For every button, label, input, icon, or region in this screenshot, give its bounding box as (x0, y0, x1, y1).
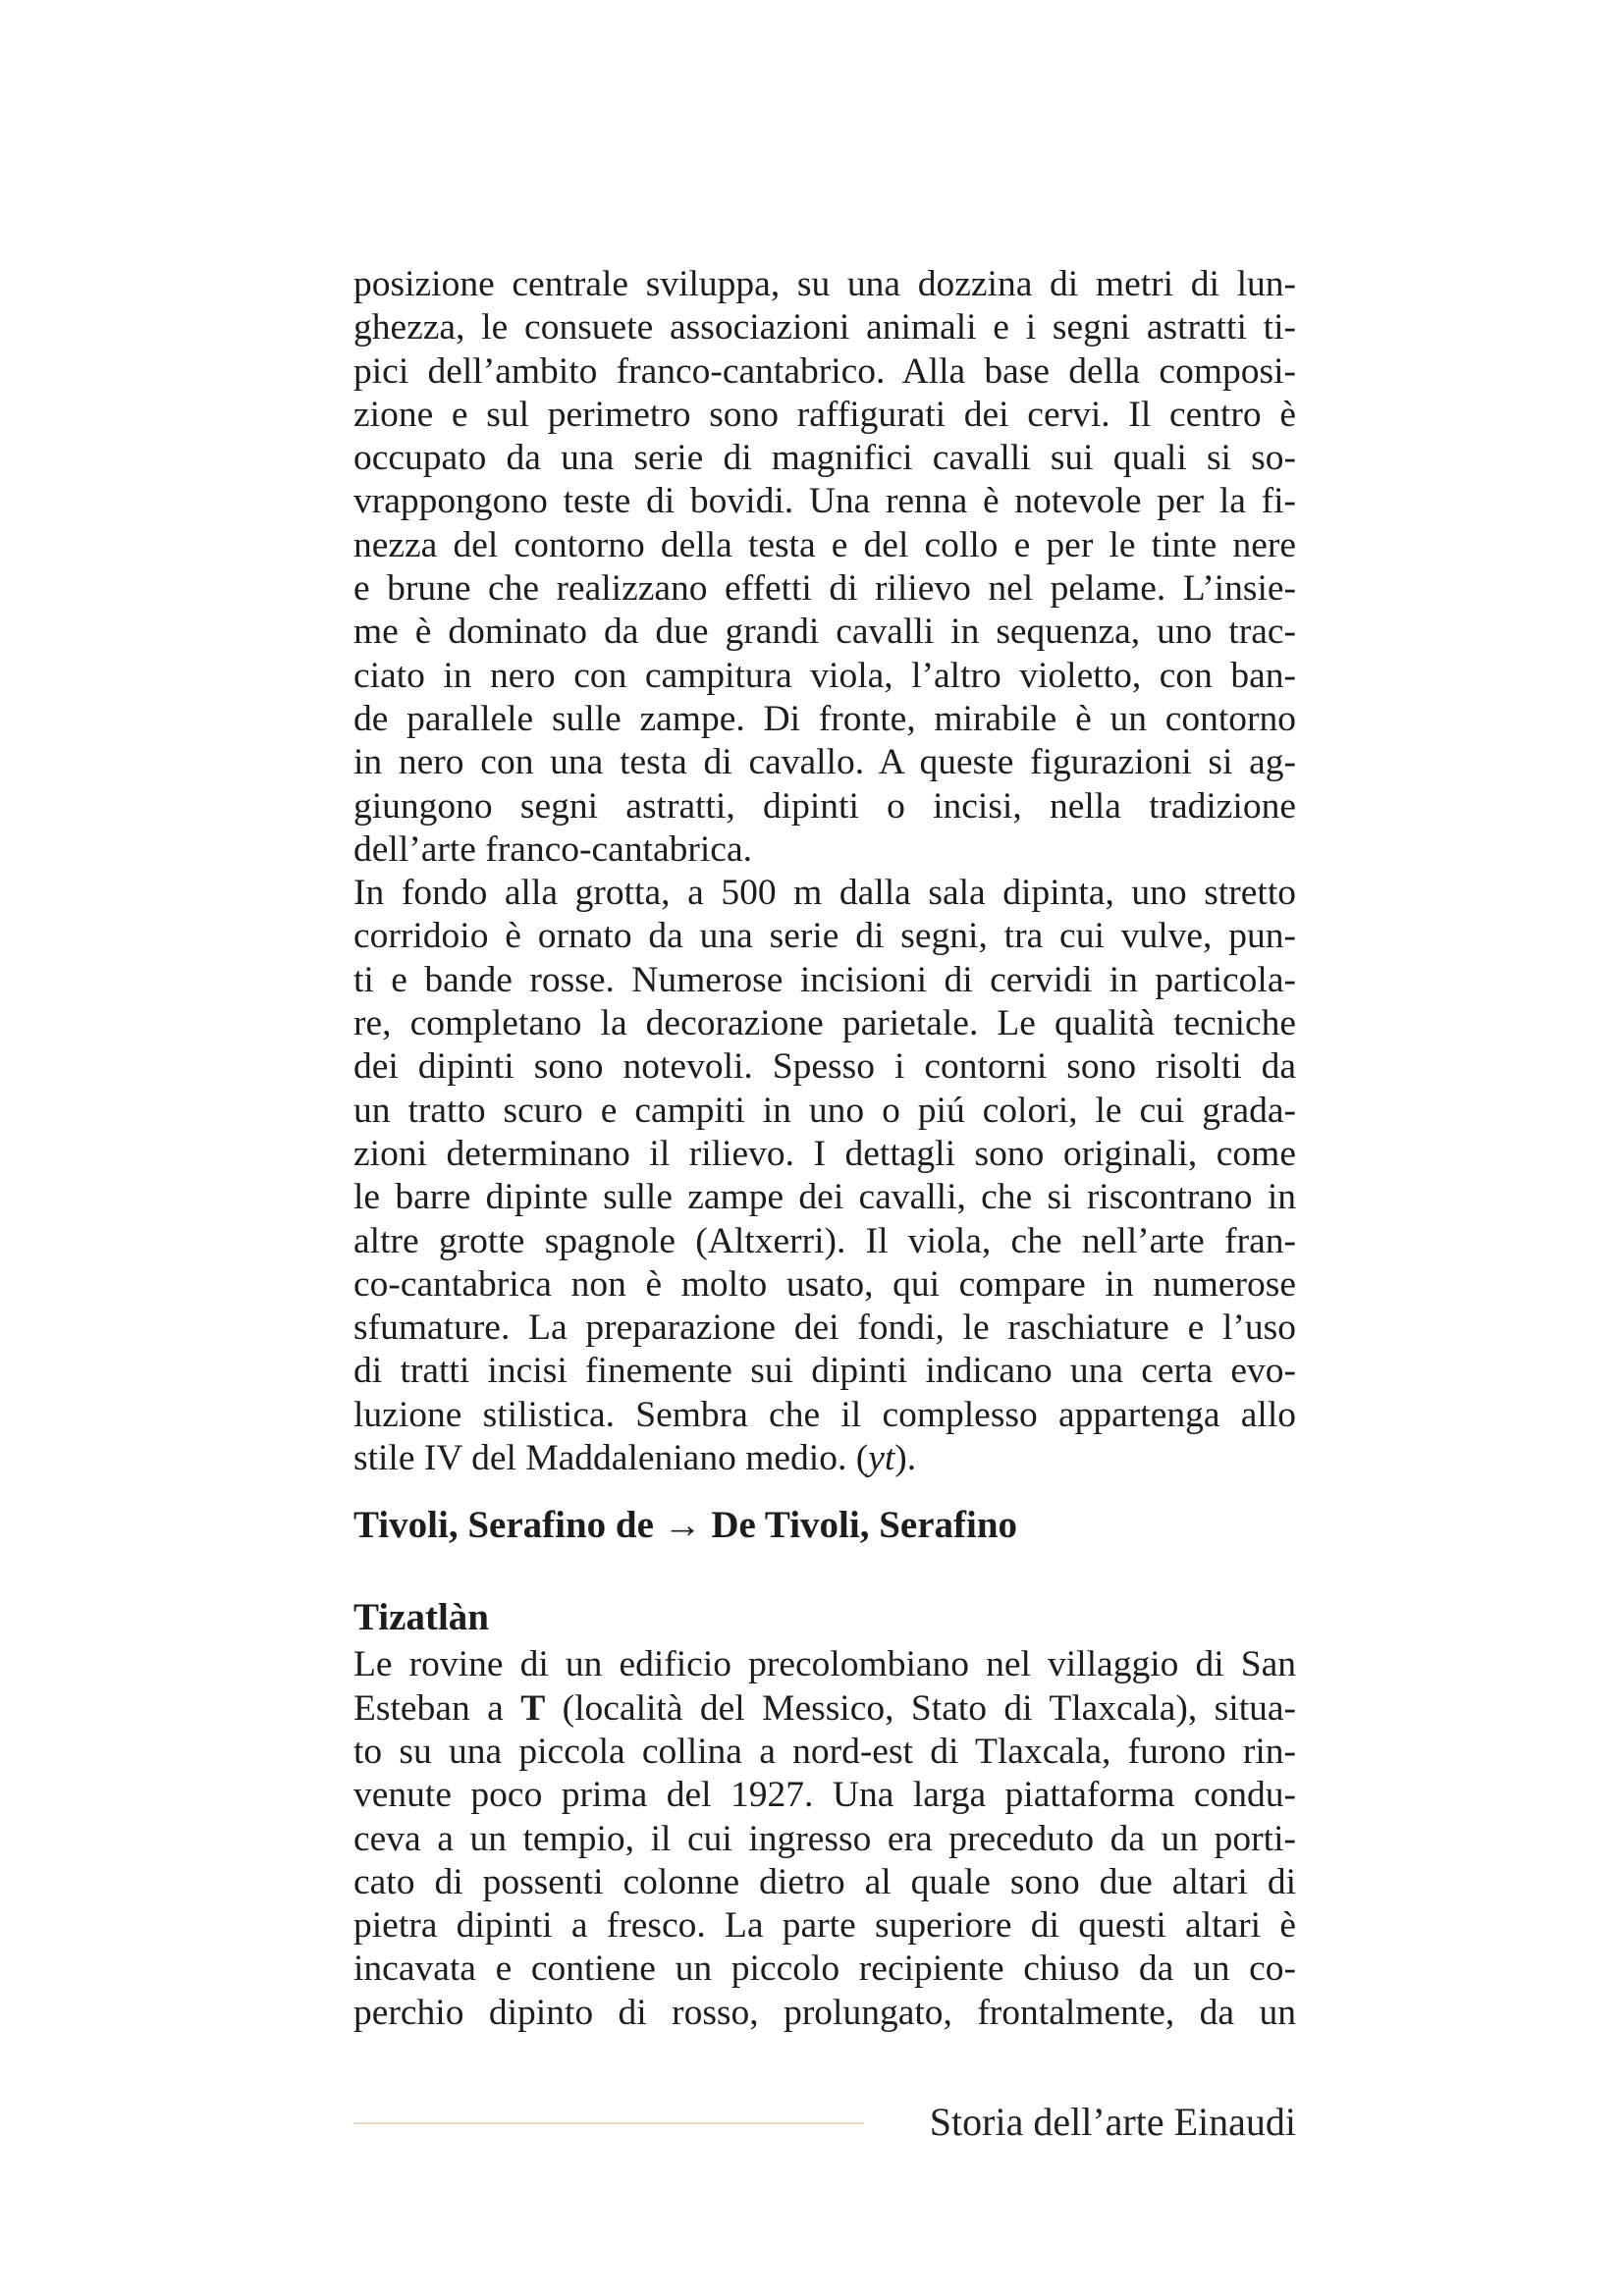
text-line: sfumature. La preparazione dei fondi, le raschiature e l’uso (353, 1308, 1296, 1349)
text-line: In fondo alla grotta, a 500 m dalla sala dipinta, uno stretto (353, 873, 1296, 914)
text-line: e brune che realizzano effetti di rilievo nel pelame. L’insie- (353, 568, 1296, 610)
text-line: le barre dipinte sulle zampe dei cavalli, che si riscontrano in (353, 1177, 1296, 1218)
text-line: corridoio è ornato da una serie di segni, tra cui vulve, pun- (353, 916, 1296, 957)
entry-heading-tivoli: Tivoli, Serafino de → De Tivoli, Serafino (353, 1504, 1018, 1547)
text-line: re, completano la decorazione parietale. Le qualità tecniche (353, 1003, 1296, 1044)
page-body (353, 263, 1296, 2035)
paragraph-1 (353, 263, 1296, 872)
paragraph-2 (353, 872, 1296, 1480)
text-line: to su una piccola collina a nord-est di Tlaxcala, furono rin- (353, 1731, 1296, 1772)
text-line: de parallele sulle zampe. Di fronte, mirabile è un contorno (353, 698, 1296, 739)
text-line: posizione centrale sviluppa, su una dozzina di metri di lun- (353, 264, 1296, 304)
text-line: dell’arte franco-cantabrica. (353, 828, 752, 870)
text-fragment: ). (894, 1438, 917, 1479)
text-fragment: Esteban a (353, 1687, 521, 1729)
entry-text-continued (353, 263, 1296, 1480)
text-line: ti e bande rosse. Numerose incisioni di cervidi in particola- (353, 959, 1296, 1000)
text-line: occupato da una serie di magnifici cavalli sui quali si so- (353, 438, 1296, 479)
text-line: un tratto scuro e campiti in uno o piú colori, le cui grada- (353, 1090, 1296, 1131)
author-initials: yt (868, 1438, 895, 1479)
text-line: nezza del contorno della testa e del collo e per le tinte nere (353, 524, 1296, 565)
text-line: dei dipinti sono notevoli. Spesso i contorni sono risolti da (353, 1046, 1296, 1088)
text-line: vrappongono teste di bovidi. Una renna è notevole per la fi- (353, 481, 1296, 522)
text-line: pietra dipinti a fresco. La parte superiore di questi altari è (353, 1905, 1296, 1947)
text-line: ceva a un tempio, il cui ingresso era preceduto da un porti- (353, 1818, 1296, 1859)
text-line (353, 1687, 1296, 1731)
text-line: ghezza, le consuete associazioni animali e i segni astratti ti- (353, 307, 1296, 348)
footer-rule (353, 2122, 864, 2124)
text-fragment: stile IV del Maddaleniano medio. ( (353, 1438, 869, 1479)
text-line: co-cantabrica non è molto usato, qui compare in numerose (353, 1263, 1296, 1305)
footer-publication-title: Storia dell’arte Einaudi (929, 2100, 1296, 2144)
text-line: in nero con una testa di cavallo. A queste figurazioni si ag- (353, 742, 1296, 783)
text-line: incavata e contiene un piccolo recipiente chiuso da un co- (353, 1949, 1296, 1990)
text-line: zioni determinano il rilievo. I dettagli sono originali, come (353, 1133, 1296, 1174)
text-line: zione e sul perimetro sono raffigurati dei cervi. Il centro è (353, 394, 1296, 435)
page-footer (353, 2099, 1296, 2148)
entry-abbreviation: T (520, 1687, 546, 1729)
text-line: luzione stilistica. Sembra che il complesso appartenga allo (353, 1394, 1296, 1435)
paragraph-3 (353, 1643, 1296, 2035)
text-line: Le rovine di un edificio precolombiano nel villaggio di San (353, 1644, 1296, 1685)
text-line: ciato in nero con campitura viola, l’altro violetto, con ban- (353, 655, 1296, 696)
text-line: di tratti incisi finemente sui dipinti indicano una certa evo- (353, 1351, 1296, 1392)
text-line: me è dominato da due grandi cavalli in sequenza, uno trac- (353, 612, 1296, 653)
text-line: giungono segni astratti, dipinti o incisi, nella tradizione (353, 785, 1296, 827)
text-line: cato di possenti colonne dietro al quale sono due altari di (353, 1861, 1296, 1902)
text-line: altre grotte spagnole (Altxerri). Il viola, che nell’arte fran- (353, 1220, 1296, 1261)
text-line (353, 1437, 1296, 1480)
entry-heading-tizatlan: Tizatlàn (353, 1596, 489, 1639)
text-line: perchio dipinto di rosso, prolungato, frontalmente, da un (353, 1992, 1296, 2033)
text-line: venute poco prima del 1927. Una larga piattaforma condu- (353, 1775, 1296, 1816)
entry-text-tizatlan (353, 1643, 1296, 2035)
text-line: pici dell’ambito franco-cantabrico. Alla base della composi- (353, 350, 1296, 392)
text-fragment: (località del Messico, Stato di Tlaxcala), situa- (545, 1687, 1296, 1729)
